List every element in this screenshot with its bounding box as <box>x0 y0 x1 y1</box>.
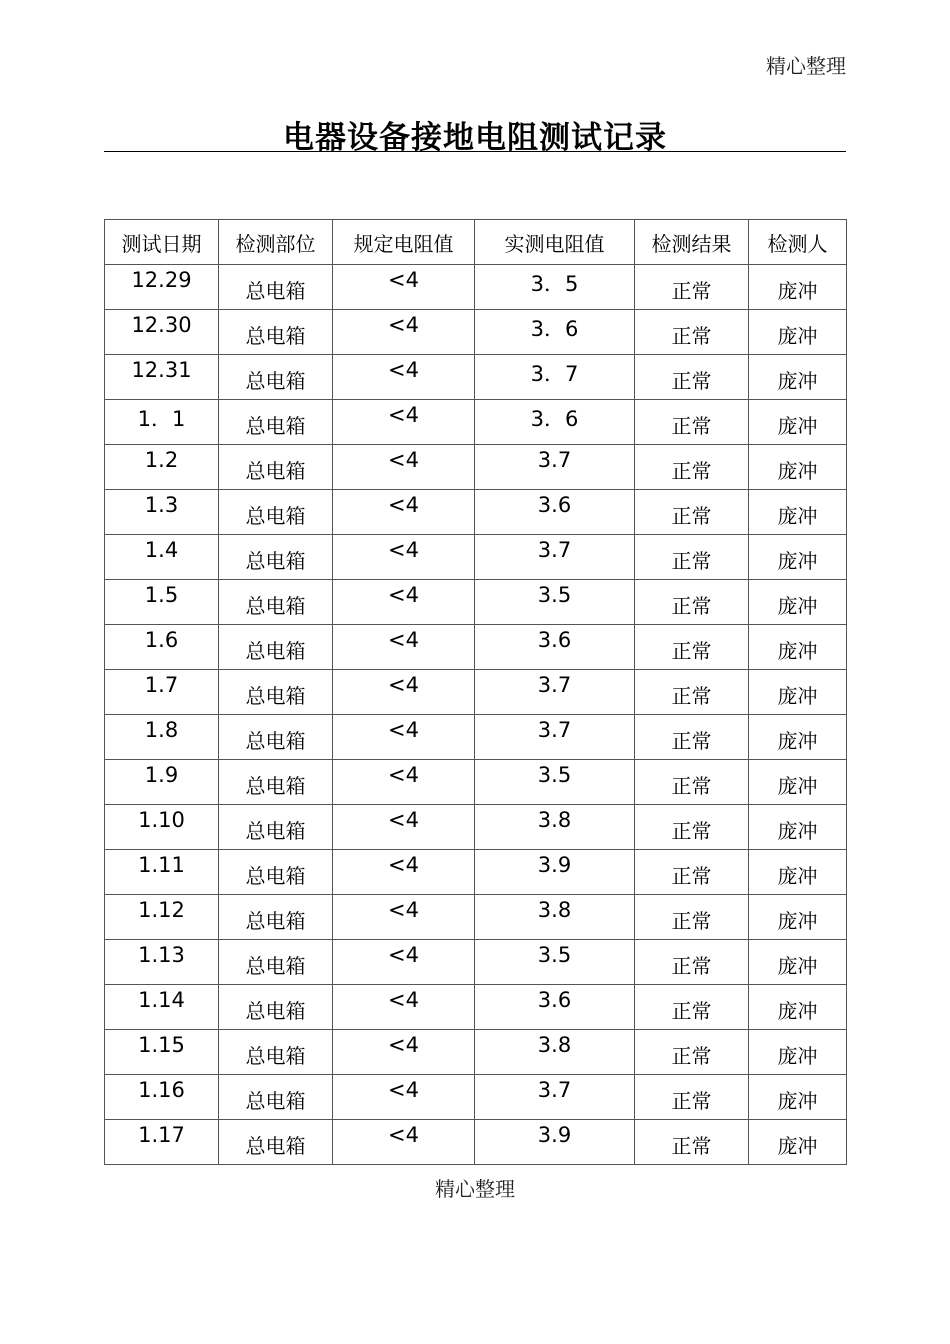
cell-inspector <box>749 895 847 940</box>
cell-location <box>219 355 333 400</box>
cell-specified-resistance <box>333 805 475 850</box>
table-row <box>105 355 847 400</box>
cell-location <box>219 1075 333 1120</box>
cell-specified-resistance <box>333 535 475 580</box>
cell-location-text: 总电箱 <box>245 999 306 1023</box>
cell-inspector <box>749 715 847 760</box>
cell-specified-resistance <box>333 400 475 445</box>
cell-result-text: 正常 <box>671 594 712 618</box>
cell-test-date <box>105 355 219 400</box>
cell-result-text: 正常 <box>671 729 712 753</box>
cell-specified-resistance-text: <4 <box>388 628 419 652</box>
table-row <box>105 445 847 490</box>
cell-measured-resistance <box>475 535 635 580</box>
cell-inspector-text: 庞冲 <box>777 369 818 393</box>
cell-specified-resistance-text: <4 <box>388 493 419 517</box>
column-header-measured-resistance: 实测电阻值 <box>475 220 635 265</box>
cell-measured-resistance-text: 3.9 <box>537 853 572 877</box>
cell-inspector <box>749 670 847 715</box>
cell-measured-resistance-text: 3．5 <box>530 272 579 296</box>
cell-inspector <box>749 850 847 895</box>
cell-result <box>635 265 749 310</box>
cell-specified-resistance-text: <4 <box>388 1078 419 1102</box>
cell-measured-resistance-text: 3．6 <box>530 317 579 341</box>
cell-measured-resistance <box>475 490 635 535</box>
cell-specified-resistance-text: <4 <box>388 538 419 562</box>
cell-result <box>635 535 749 580</box>
cell-specified-resistance-text: <4 <box>388 763 419 787</box>
cell-result <box>635 625 749 670</box>
cell-measured-resistance-text: 3.8 <box>537 898 572 922</box>
cell-measured-resistance <box>475 850 635 895</box>
cell-result-text: 正常 <box>671 459 712 483</box>
table-row <box>105 490 847 535</box>
cell-location-text: 总电箱 <box>245 684 306 708</box>
cell-measured-resistance <box>475 805 635 850</box>
cell-result-text: 正常 <box>671 549 712 573</box>
cell-test-date <box>105 625 219 670</box>
cell-location <box>219 535 333 580</box>
cell-inspector-text: 庞冲 <box>777 954 818 978</box>
cell-location <box>219 490 333 535</box>
cell-test-date-text: 1.3 <box>144 493 179 517</box>
cell-result <box>635 310 749 355</box>
table-row <box>105 1030 847 1075</box>
table-row <box>105 850 847 895</box>
cell-specified-resistance <box>333 1075 475 1120</box>
cell-result-text: 正常 <box>671 324 712 348</box>
cell-test-date-text: 1.4 <box>144 538 179 562</box>
cell-measured-resistance-text: 3.6 <box>537 988 572 1012</box>
column-header-test-date: 测试日期 <box>105 220 219 265</box>
header-note: 精心整理 <box>766 54 846 78</box>
cell-test-date-text: 1.6 <box>144 628 179 652</box>
cell-test-date <box>105 400 219 445</box>
cell-result <box>635 490 749 535</box>
cell-location <box>219 850 333 895</box>
cell-location-text: 总电箱 <box>245 414 306 438</box>
cell-test-date-text: 1.11 <box>138 853 185 877</box>
cell-test-date <box>105 760 219 805</box>
document-title: 电器设备接地电阻测试记录 <box>283 120 667 156</box>
cell-location <box>219 670 333 715</box>
cell-measured-resistance <box>475 400 635 445</box>
cell-result <box>635 580 749 625</box>
header-row <box>105 220 847 265</box>
cell-inspector-text: 庞冲 <box>777 684 818 708</box>
cell-location <box>219 805 333 850</box>
table-body <box>105 265 847 1165</box>
cell-location <box>219 580 333 625</box>
column-header-result: 检测结果 <box>635 220 749 265</box>
cell-inspector <box>749 445 847 490</box>
cell-measured-resistance <box>475 580 635 625</box>
cell-specified-resistance <box>333 445 475 490</box>
cell-specified-resistance-text: <4 <box>388 898 419 922</box>
cell-result <box>635 895 749 940</box>
cell-test-date <box>105 490 219 535</box>
cell-specified-resistance <box>333 985 475 1030</box>
cell-specified-resistance <box>333 355 475 400</box>
table-row <box>105 670 847 715</box>
cell-result <box>635 805 749 850</box>
cell-specified-resistance-text: <4 <box>388 268 419 292</box>
cell-result <box>635 1120 749 1165</box>
cell-measured-resistance <box>475 445 635 490</box>
cell-specified-resistance-text: <4 <box>388 673 419 697</box>
cell-location-text: 总电箱 <box>245 909 306 933</box>
cell-location <box>219 625 333 670</box>
cell-result-text: 正常 <box>671 909 712 933</box>
table-row <box>105 625 847 670</box>
cell-location <box>219 1120 333 1165</box>
cell-specified-resistance <box>333 625 475 670</box>
cell-specified-resistance-text: <4 <box>388 943 419 967</box>
cell-result-text: 正常 <box>671 1134 712 1158</box>
cell-inspector-text: 庞冲 <box>777 504 818 528</box>
cell-measured-resistance-text: 3.8 <box>537 808 572 832</box>
cell-test-date-text: 1．1 <box>137 407 186 431</box>
cell-specified-resistance <box>333 940 475 985</box>
cell-result-text: 正常 <box>671 369 712 393</box>
table-row <box>105 1075 847 1120</box>
cell-measured-resistance-text: 3.6 <box>537 493 572 517</box>
cell-location <box>219 310 333 355</box>
cell-result-text: 正常 <box>671 639 712 663</box>
cell-result-text: 正常 <box>671 864 712 888</box>
cell-result-text: 正常 <box>671 999 712 1023</box>
cell-test-date-text: 1.10 <box>138 808 185 832</box>
cell-inspector <box>749 1120 847 1165</box>
cell-measured-resistance-text: 3．6 <box>530 407 579 431</box>
cell-inspector-text: 庞冲 <box>777 1044 818 1068</box>
cell-result-text: 正常 <box>671 954 712 978</box>
cell-location <box>219 760 333 805</box>
cell-specified-resistance <box>333 715 475 760</box>
table-row <box>105 985 847 1030</box>
cell-test-date-text: 1.8 <box>144 718 179 742</box>
table-row <box>105 895 847 940</box>
cell-inspector-text: 庞冲 <box>777 414 818 438</box>
cell-test-date <box>105 535 219 580</box>
cell-result-text: 正常 <box>671 279 712 303</box>
table-row <box>105 400 847 445</box>
cell-test-date-text: 12.30 <box>131 313 192 337</box>
cell-measured-resistance-text: 3.7 <box>537 718 572 742</box>
cell-inspector <box>749 985 847 1030</box>
cell-location <box>219 1030 333 1075</box>
cell-test-date <box>105 580 219 625</box>
cell-inspector <box>749 625 847 670</box>
cell-result <box>635 850 749 895</box>
table-row <box>105 760 847 805</box>
cell-result <box>635 940 749 985</box>
cell-specified-resistance-text: <4 <box>388 358 419 382</box>
cell-measured-resistance-text: 3.7 <box>537 538 572 562</box>
title-underline <box>104 151 846 152</box>
column-header-location: 检测部位 <box>219 220 333 265</box>
cell-specified-resistance <box>333 490 475 535</box>
cell-measured-resistance <box>475 1075 635 1120</box>
table-row <box>105 535 847 580</box>
column-header-specified-resistance: 规定电阻值 <box>333 220 475 265</box>
cell-inspector-text: 庞冲 <box>777 594 818 618</box>
table-header <box>105 220 847 265</box>
cell-test-date <box>105 310 219 355</box>
cell-measured-resistance <box>475 310 635 355</box>
cell-result <box>635 400 749 445</box>
cell-specified-resistance-text: <4 <box>388 313 419 337</box>
cell-test-date-text: 1.17 <box>138 1123 185 1147</box>
table-row <box>105 805 847 850</box>
cell-inspector <box>749 355 847 400</box>
cell-location <box>219 265 333 310</box>
cell-result <box>635 670 749 715</box>
cell-measured-resistance <box>475 670 635 715</box>
cell-location <box>219 895 333 940</box>
cell-inspector-text: 庞冲 <box>777 819 818 843</box>
cell-measured-resistance <box>475 1120 635 1165</box>
cell-test-date-text: 12.31 <box>131 358 192 382</box>
cell-inspector <box>749 580 847 625</box>
cell-test-date-text: 1.7 <box>144 673 179 697</box>
cell-location-text: 总电箱 <box>245 639 306 663</box>
cell-measured-resistance-text: 3.7 <box>537 1078 572 1102</box>
cell-test-date <box>105 1120 219 1165</box>
cell-location-text: 总电箱 <box>245 864 306 888</box>
cell-location-text: 总电箱 <box>245 279 306 303</box>
cell-location-text: 总电箱 <box>245 549 306 573</box>
cell-test-date <box>105 850 219 895</box>
cell-test-date <box>105 670 219 715</box>
cell-location-text: 总电箱 <box>245 1089 306 1113</box>
cell-specified-resistance-text: <4 <box>388 583 419 607</box>
cell-result <box>635 1030 749 1075</box>
cell-measured-resistance <box>475 625 635 670</box>
cell-measured-resistance-text: 3.5 <box>537 943 572 967</box>
cell-specified-resistance-text: <4 <box>388 853 419 877</box>
cell-test-date-text: 1.12 <box>138 898 185 922</box>
cell-location-text: 总电箱 <box>245 1044 306 1068</box>
cell-location-text: 总电箱 <box>245 954 306 978</box>
cell-test-date-text: 1.5 <box>144 583 179 607</box>
cell-location <box>219 940 333 985</box>
table-row <box>105 940 847 985</box>
cell-specified-resistance <box>333 760 475 805</box>
cell-location-text: 总电箱 <box>245 504 306 528</box>
cell-location <box>219 400 333 445</box>
cell-test-date <box>105 445 219 490</box>
cell-location-text: 总电箱 <box>245 369 306 393</box>
cell-test-date <box>105 265 219 310</box>
cell-specified-resistance <box>333 1030 475 1075</box>
cell-inspector-text: 庞冲 <box>777 864 818 888</box>
cell-test-date-text: 1.2 <box>144 448 179 472</box>
cell-inspector <box>749 805 847 850</box>
cell-specified-resistance <box>333 265 475 310</box>
cell-measured-resistance <box>475 355 635 400</box>
column-header-inspector: 检测人 <box>749 220 847 265</box>
cell-result <box>635 1075 749 1120</box>
cell-inspector <box>749 265 847 310</box>
cell-measured-resistance <box>475 760 635 805</box>
cell-test-date-text: 1.13 <box>138 943 185 967</box>
cell-inspector-text: 庞冲 <box>777 774 818 798</box>
cell-specified-resistance-text: <4 <box>388 1123 419 1147</box>
cell-inspector-text: 庞冲 <box>777 999 818 1023</box>
cell-specified-resistance-text: <4 <box>388 988 419 1012</box>
cell-inspector-text: 庞冲 <box>777 909 818 933</box>
cell-inspector-text: 庞冲 <box>777 639 818 663</box>
cell-measured-resistance <box>475 265 635 310</box>
grounding-resistance-table <box>104 219 847 1165</box>
cell-location-text: 总电箱 <box>245 819 306 843</box>
cell-measured-resistance <box>475 895 635 940</box>
cell-inspector <box>749 490 847 535</box>
cell-measured-resistance-text: 3.7 <box>537 448 572 472</box>
cell-measured-resistance <box>475 1030 635 1075</box>
cell-measured-resistance-text: 3．7 <box>530 362 579 386</box>
cell-result-text: 正常 <box>671 504 712 528</box>
cell-inspector-text: 庞冲 <box>777 459 818 483</box>
cell-result <box>635 985 749 1030</box>
cell-result <box>635 355 749 400</box>
table-row <box>105 265 847 310</box>
cell-specified-resistance <box>333 580 475 625</box>
cell-inspector <box>749 760 847 805</box>
cell-measured-resistance <box>475 715 635 760</box>
table-row <box>105 1120 847 1165</box>
table-row <box>105 580 847 625</box>
cell-test-date-text: 12.29 <box>131 268 192 292</box>
cell-specified-resistance-text: <4 <box>388 1033 419 1057</box>
cell-specified-resistance <box>333 850 475 895</box>
cell-test-date-text: 1.9 <box>144 763 179 787</box>
cell-specified-resistance-text: <4 <box>388 403 419 427</box>
cell-measured-resistance-text: 3.6 <box>537 628 572 652</box>
cell-inspector-text: 庞冲 <box>777 1134 818 1158</box>
cell-measured-resistance-text: 3.8 <box>537 1033 572 1057</box>
cell-result-text: 正常 <box>671 684 712 708</box>
cell-result <box>635 715 749 760</box>
cell-specified-resistance <box>333 1120 475 1165</box>
cell-inspector <box>749 400 847 445</box>
cell-inspector <box>749 940 847 985</box>
cell-result-text: 正常 <box>671 1089 712 1113</box>
cell-specified-resistance <box>333 310 475 355</box>
cell-inspector-text: 庞冲 <box>777 279 818 303</box>
cell-measured-resistance <box>475 985 635 1030</box>
cell-inspector-text: 庞冲 <box>777 549 818 573</box>
cell-test-date <box>105 940 219 985</box>
cell-measured-resistance-text: 3.5 <box>537 763 572 787</box>
cell-location-text: 总电箱 <box>245 459 306 483</box>
cell-result <box>635 760 749 805</box>
cell-inspector-text: 庞冲 <box>777 729 818 753</box>
cell-inspector <box>749 535 847 580</box>
cell-result-text: 正常 <box>671 414 712 438</box>
cell-specified-resistance-text: <4 <box>388 448 419 472</box>
cell-inspector-text: 庞冲 <box>777 324 818 348</box>
cell-location <box>219 715 333 760</box>
cell-measured-resistance-text: 3.5 <box>537 583 572 607</box>
cell-location-text: 总电箱 <box>245 1134 306 1158</box>
cell-location <box>219 445 333 490</box>
cell-inspector <box>749 1075 847 1120</box>
cell-result-text: 正常 <box>671 819 712 843</box>
cell-test-date <box>105 1075 219 1120</box>
cell-location-text: 总电箱 <box>245 729 306 753</box>
table-row <box>105 715 847 760</box>
cell-test-date <box>105 1030 219 1075</box>
cell-test-date <box>105 805 219 850</box>
cell-test-date <box>105 715 219 760</box>
footer-note: 精心整理 <box>435 1177 515 1201</box>
cell-location <box>219 985 333 1030</box>
cell-measured-resistance <box>475 940 635 985</box>
table-row <box>105 310 847 355</box>
cell-location-text: 总电箱 <box>245 774 306 798</box>
cell-measured-resistance-text: 3.7 <box>537 673 572 697</box>
cell-test-date <box>105 895 219 940</box>
cell-location-text: 总电箱 <box>245 324 306 348</box>
cell-result-text: 正常 <box>671 1044 712 1068</box>
cell-specified-resistance-text: <4 <box>388 808 419 832</box>
cell-inspector-text: 庞冲 <box>777 1089 818 1113</box>
cell-measured-resistance-text: 3.9 <box>537 1123 572 1147</box>
cell-test-date <box>105 985 219 1030</box>
cell-specified-resistance-text: <4 <box>388 718 419 742</box>
cell-test-date-text: 1.16 <box>138 1078 185 1102</box>
cell-inspector <box>749 1030 847 1075</box>
cell-test-date-text: 1.15 <box>138 1033 185 1057</box>
cell-result <box>635 445 749 490</box>
cell-specified-resistance <box>333 670 475 715</box>
cell-location-text: 总电箱 <box>245 594 306 618</box>
cell-inspector <box>749 310 847 355</box>
cell-specified-resistance <box>333 895 475 940</box>
cell-result-text: 正常 <box>671 774 712 798</box>
cell-test-date-text: 1.14 <box>138 988 185 1012</box>
